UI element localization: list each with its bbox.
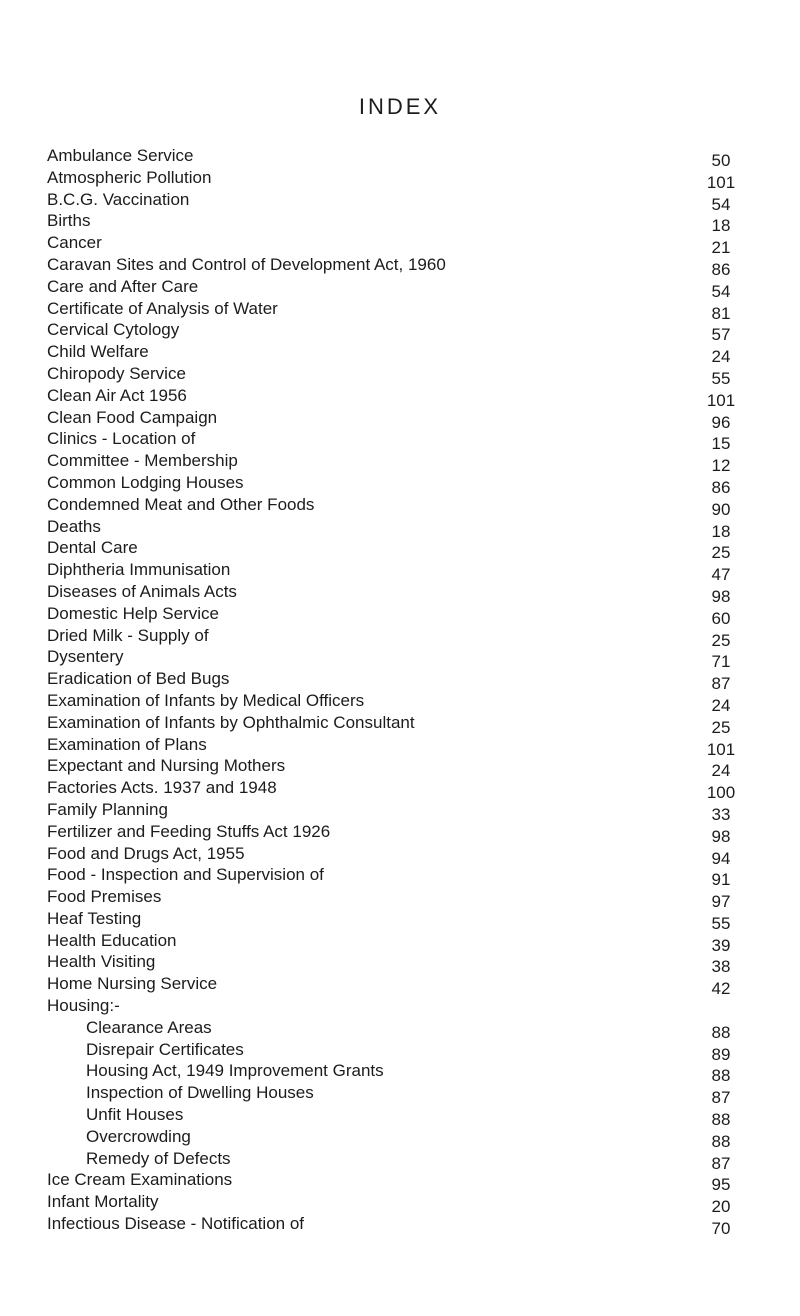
index-entry bbox=[0, 778, 800, 803]
index-entry bbox=[0, 429, 800, 454]
entry-page-number: 81 bbox=[711, 303, 731, 323]
entry-page-number: 88 bbox=[711, 1066, 731, 1086]
entry-page-number: 60 bbox=[711, 608, 731, 628]
entry-page-number: 100 bbox=[706, 783, 736, 803]
entry-term: Overcrowding bbox=[86, 1126, 191, 1146]
entry-term: Child Welfare bbox=[47, 342, 149, 362]
entry-term: Cervical Cytology bbox=[47, 320, 180, 340]
entry-page-number: 24 bbox=[711, 347, 731, 367]
index-entry bbox=[0, 582, 800, 604]
index-entry bbox=[0, 865, 800, 890]
entry-term: Condemned Meat and Other Foods bbox=[47, 494, 315, 514]
entry-term: Expectant and Nursing Mothers bbox=[47, 756, 286, 776]
entry-page-number: 47 bbox=[711, 565, 731, 585]
entry-term: Housing:- bbox=[47, 996, 120, 1016]
entry-page-number: 57 bbox=[711, 325, 731, 345]
entry-term: Examination of Plans bbox=[47, 734, 207, 754]
entry-term: Deaths bbox=[47, 516, 101, 536]
index-subentry bbox=[0, 1040, 800, 1062]
entry-page-number: 70 bbox=[711, 1219, 731, 1239]
entry-term: Diseases of Animals Acts bbox=[47, 581, 237, 601]
index-entry bbox=[0, 887, 800, 912]
index-entry bbox=[0, 495, 800, 517]
entry-term: Births bbox=[47, 211, 91, 231]
entry-term: Dental Care bbox=[47, 538, 138, 558]
entry-term: Examination of Infants by Medical Officers bbox=[47, 690, 365, 710]
entry-page-number: 88 bbox=[711, 1131, 731, 1151]
entry-page-number: 24 bbox=[711, 695, 731, 715]
entry-page-number: 50 bbox=[711, 151, 731, 170]
entry-term: Factories Acts. 1937 and 1948 bbox=[47, 778, 277, 798]
entry-page-number: 98 bbox=[711, 586, 731, 606]
entry-term: Infant Mortality bbox=[47, 1192, 159, 1212]
index-entry bbox=[0, 299, 800, 321]
index-entry bbox=[0, 909, 800, 931]
index-entry bbox=[0, 560, 800, 585]
entry-term: Chiropody Service bbox=[47, 363, 186, 383]
entry-page-number: 21 bbox=[711, 238, 731, 258]
index-entry bbox=[0, 800, 800, 822]
index-entry bbox=[0, 451, 800, 476]
entry-page-number: 24 bbox=[711, 761, 731, 781]
entry-term: Heaf Testing bbox=[47, 908, 142, 928]
index-entry bbox=[0, 386, 800, 408]
entry-page-number: 96 bbox=[711, 412, 731, 432]
page-title: INDEX bbox=[358, 94, 442, 119]
entry-term: Domestic Help Service bbox=[47, 603, 219, 623]
entry-page-number: 101 bbox=[706, 172, 736, 192]
index-entry bbox=[0, 844, 800, 866]
entry-term: Food and Drugs Act, 1955 bbox=[47, 843, 245, 863]
entry-page-number: 94 bbox=[711, 848, 731, 868]
entry-term: Family Planning bbox=[47, 799, 168, 819]
index-entry bbox=[0, 517, 800, 539]
entry-term: Housing Act, 1949 Improvement Grants bbox=[86, 1061, 384, 1081]
entry-page-number: 25 bbox=[711, 630, 731, 650]
entry-term: Ambulance Service bbox=[47, 146, 194, 165]
entry-page-number: 90 bbox=[711, 499, 731, 519]
entry-term: Remedy of Defects bbox=[86, 1148, 231, 1168]
entry-term: Health Visiting bbox=[47, 952, 156, 972]
index-entry bbox=[0, 1192, 800, 1217]
entry-term: Clearance Areas bbox=[86, 1017, 212, 1037]
entry-page-number: 25 bbox=[711, 717, 731, 737]
entry-term: Health Education bbox=[47, 930, 177, 950]
index-subentry bbox=[0, 1061, 800, 1086]
index-entry bbox=[0, 1214, 800, 1239]
index-subentry bbox=[0, 1083, 800, 1108]
entry-page-number: 25 bbox=[711, 543, 731, 563]
entry-term: Care and After Care bbox=[47, 276, 199, 296]
entry-page-number: 86 bbox=[711, 477, 731, 497]
entry-term: Infectious Disease - Notification of bbox=[47, 1214, 305, 1234]
entry-page-number: 101 bbox=[706, 390, 736, 410]
entry-page-number: 88 bbox=[711, 1110, 731, 1130]
index-entry bbox=[0, 691, 800, 713]
entry-page-number: 91 bbox=[711, 870, 731, 890]
entry-page-number: 71 bbox=[711, 652, 731, 672]
entry-term: B.C.G. Vaccination bbox=[47, 189, 190, 209]
entry-term: Cancer bbox=[47, 233, 102, 253]
index-entry bbox=[0, 713, 800, 735]
index-entry bbox=[0, 277, 800, 299]
index-entry bbox=[0, 931, 800, 953]
entry-page-number: 38 bbox=[711, 957, 731, 977]
index-entry bbox=[0, 952, 800, 977]
index-entry bbox=[0, 538, 800, 563]
index-entry bbox=[0, 647, 800, 672]
entry-page-number: 98 bbox=[711, 826, 731, 846]
index-entry bbox=[0, 974, 800, 999]
index-entry bbox=[0, 408, 800, 430]
entry-page-number: 20 bbox=[711, 1197, 731, 1217]
index-entry bbox=[0, 996, 800, 1018]
index-entry bbox=[0, 1170, 800, 1195]
entry-term: Fertilizer and Feeding Stuffs Act 1926 bbox=[47, 821, 331, 841]
entry-term: Unfit Houses bbox=[86, 1105, 184, 1125]
entry-term: Clean Air Act 1956 bbox=[47, 385, 187, 405]
entry-term: Common Lodging Houses bbox=[47, 472, 244, 492]
index-subentry bbox=[0, 1149, 800, 1171]
entry-term: Certificate of Analysis of Water bbox=[47, 298, 278, 318]
index-entry bbox=[0, 320, 800, 345]
entry-term: Diphtheria Immunisation bbox=[47, 560, 231, 580]
entry-page-number: 87 bbox=[711, 674, 731, 694]
index-list bbox=[0, 146, 800, 1239]
entry-page-number: 54 bbox=[711, 281, 731, 301]
index-entry bbox=[0, 822, 800, 844]
index-entry bbox=[0, 669, 800, 694]
entry-page-number: 89 bbox=[711, 1044, 731, 1064]
index-entry bbox=[0, 146, 800, 168]
entry-page-number: 54 bbox=[711, 194, 731, 214]
entry-page-number: 12 bbox=[711, 456, 731, 476]
entry-term: Examination of Infants by Ophthalmic Consultant bbox=[47, 712, 415, 732]
index-entry bbox=[0, 364, 800, 386]
entry-term: Food - Inspection and Supervision of bbox=[47, 865, 324, 885]
entry-page-number: 88 bbox=[711, 1022, 731, 1042]
entry-page-number: 55 bbox=[711, 913, 731, 933]
index-entry bbox=[0, 211, 800, 236]
index-entry bbox=[0, 735, 800, 757]
entry-term: Committee - Membership bbox=[47, 451, 238, 471]
entry-term: Dried Milk - Supply of bbox=[47, 625, 209, 645]
entry-page-number: 18 bbox=[711, 521, 731, 541]
entry-page-number: 97 bbox=[711, 892, 731, 912]
entry-term: Home Nursing Service bbox=[47, 974, 218, 994]
index-entry bbox=[0, 255, 800, 277]
index-entry bbox=[0, 190, 800, 212]
entry-term: Disrepair Certificates bbox=[86, 1039, 244, 1059]
index-entry bbox=[0, 233, 800, 258]
entry-term: Dysentery bbox=[47, 647, 124, 667]
entry-page-number: 33 bbox=[711, 804, 731, 824]
entry-page-number: 55 bbox=[711, 368, 731, 388]
index-entry bbox=[0, 626, 800, 648]
index-entry bbox=[0, 342, 800, 367]
entry-term: Inspection of Dwelling Houses bbox=[86, 1083, 314, 1103]
entry-page-number: 42 bbox=[711, 979, 731, 999]
entry-term: Atmospheric Pollution bbox=[47, 167, 212, 187]
index-entry bbox=[0, 473, 800, 495]
index-entry bbox=[0, 168, 800, 190]
entry-page-number: 95 bbox=[711, 1175, 731, 1195]
entry-term: Eradication of Bed Bugs bbox=[47, 669, 230, 689]
entry-page-number: 86 bbox=[711, 259, 731, 279]
entry-page-number: 87 bbox=[711, 1088, 731, 1108]
index-subentry bbox=[0, 1127, 800, 1149]
entry-page-number: 15 bbox=[711, 434, 731, 454]
entry-term: Clinics - Location of bbox=[47, 429, 196, 449]
index-subentry bbox=[0, 1018, 800, 1040]
index-subentry bbox=[0, 1105, 800, 1130]
entry-term: Caravan Sites and Control of Development Act, 1960 bbox=[47, 254, 446, 274]
entry-term: Ice Cream Examinations bbox=[47, 1170, 233, 1190]
entry-term: Clean Food Campaign bbox=[47, 407, 218, 427]
index-entry bbox=[0, 756, 800, 781]
entry-page-number: 101 bbox=[706, 739, 736, 759]
entry-page-number: 87 bbox=[711, 1153, 731, 1173]
entry-page-number: 18 bbox=[711, 216, 731, 236]
entry-page-number: 39 bbox=[711, 935, 731, 955]
index-entry bbox=[0, 604, 800, 626]
entry-term: Food Premises bbox=[47, 887, 162, 907]
